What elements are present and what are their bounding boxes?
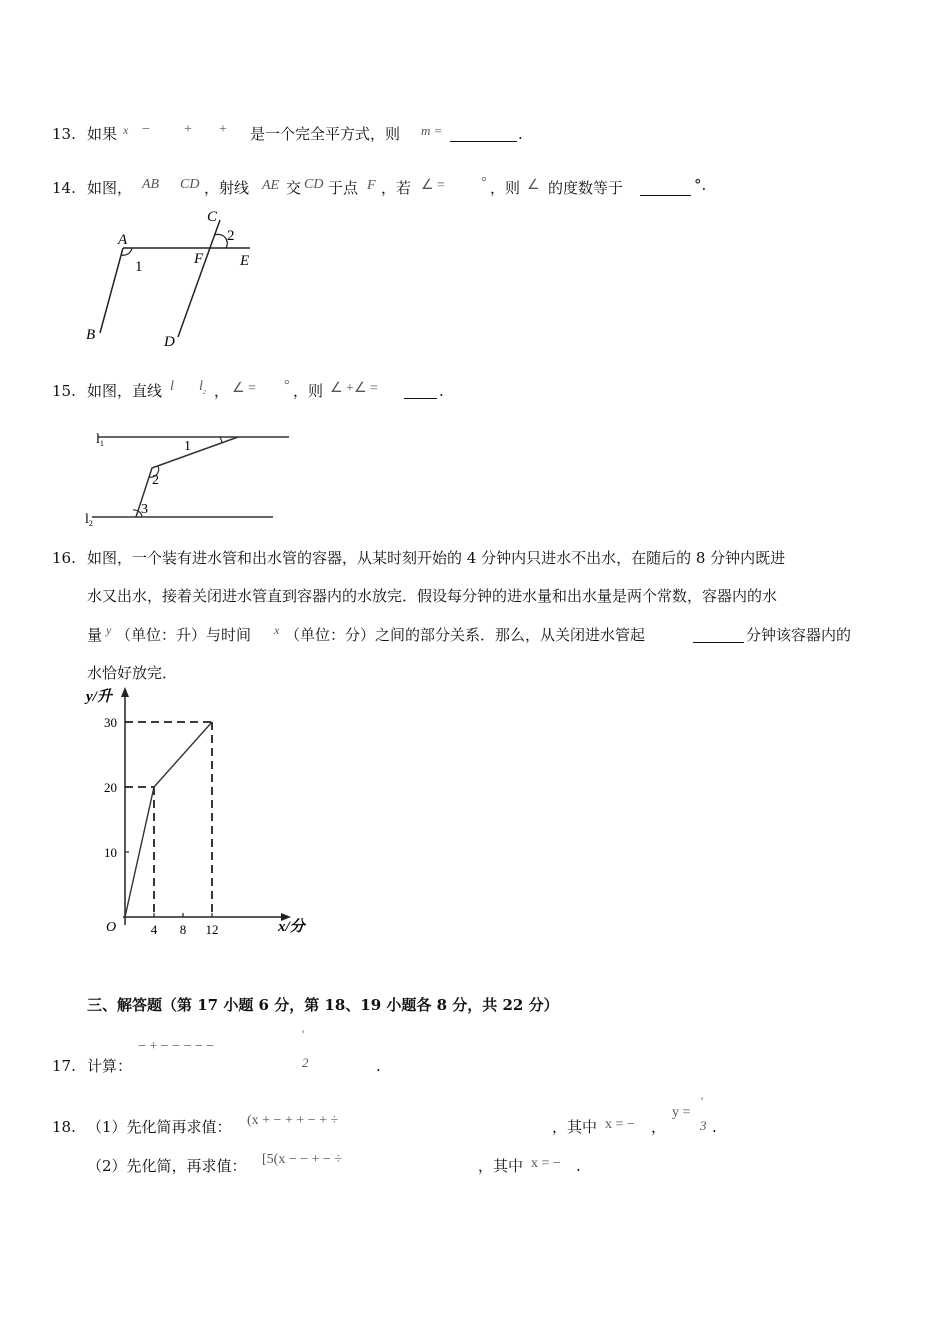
x-tick-label-4: 4 bbox=[150, 922, 158, 937]
question-number: 13. bbox=[52, 125, 76, 143]
math-fragment: AB bbox=[142, 177, 160, 192]
math-fragment: ' bbox=[302, 1027, 305, 1041]
question-16-line-2: 水又出水，接着关闭进水管直到容器内的水放完．假设每分钟的进水量和出水量是两个常数，容器内的水 bbox=[87, 587, 778, 605]
label-e: E bbox=[240, 253, 250, 269]
math-fragment: x bbox=[274, 623, 280, 637]
answer-blank bbox=[640, 179, 691, 196]
y-tick-label-30: 30 bbox=[104, 715, 117, 730]
question-number: 17. bbox=[52, 1057, 76, 1075]
math-fragment: 3 bbox=[700, 1118, 707, 1133]
label-angle-2: 2 bbox=[227, 228, 235, 244]
math-fragment: + bbox=[219, 122, 227, 137]
guide-lines bbox=[125, 722, 212, 917]
axis-ticks bbox=[104, 715, 219, 937]
math-fragment: l bbox=[170, 379, 174, 394]
question-number: 14. bbox=[52, 179, 76, 197]
y-tick-label-20: 20 bbox=[104, 780, 117, 795]
math-fragment: ° bbox=[481, 175, 487, 190]
question-text: ， bbox=[651, 1118, 667, 1136]
math-fragment: CD bbox=[304, 177, 324, 192]
question-text: ，则 bbox=[490, 179, 521, 197]
math-expression: (x + − + + − + ÷ bbox=[247, 1113, 339, 1128]
question-text: 计算： bbox=[87, 1057, 133, 1075]
math-expression: − + − − − − − bbox=[138, 1039, 215, 1054]
question-text: 如果 bbox=[87, 125, 118, 143]
question-number: 16. bbox=[52, 549, 76, 567]
question-16-line-4: 水恰好放完． bbox=[87, 664, 178, 682]
label-angle-1: 1 bbox=[184, 439, 191, 454]
label-f: F bbox=[194, 251, 204, 267]
question-text: 量 bbox=[87, 626, 103, 644]
x-tick-label-12: 12 bbox=[205, 922, 219, 937]
question-text: . bbox=[376, 1057, 381, 1075]
question-text: 如图， bbox=[87, 179, 133, 197]
x-tick-label-8: 8 bbox=[179, 922, 187, 937]
answer-blank bbox=[404, 382, 437, 399]
question-text: ， bbox=[214, 382, 230, 400]
y-tick-label-10: 10 bbox=[104, 845, 117, 860]
answer-blank bbox=[693, 626, 744, 643]
math-fragment: y = bbox=[672, 1105, 691, 1120]
question-text: 交 bbox=[286, 179, 302, 197]
math-expression: [5(x − − + − ÷ bbox=[262, 1152, 343, 1167]
label-l2 bbox=[85, 512, 93, 528]
question-text: （单位：分）之间的部分关系．那么，从关闭进水管起 bbox=[285, 626, 646, 644]
label-angle-1: 1 bbox=[135, 259, 143, 275]
label-c: C bbox=[207, 209, 218, 225]
label-l1 bbox=[96, 432, 104, 448]
math-fragment: m = bbox=[421, 123, 443, 138]
label-b: B bbox=[86, 327, 96, 343]
label-l2-sub: 2 bbox=[88, 519, 93, 528]
math-fragment: x = − bbox=[531, 1156, 561, 1171]
math-fragment: y bbox=[106, 623, 112, 637]
angle-1-arc bbox=[220, 437, 222, 443]
label-l2-text: l bbox=[85, 512, 89, 527]
math-subscript: 2 bbox=[202, 389, 206, 396]
question-text: . bbox=[439, 382, 444, 400]
series-line bbox=[125, 722, 212, 917]
line-ab bbox=[100, 248, 123, 333]
question-text: ，其中 bbox=[552, 1118, 598, 1136]
question-text: . bbox=[576, 1157, 581, 1175]
figure-16-chart bbox=[80, 685, 320, 940]
label-angle-2: 2 bbox=[152, 473, 159, 488]
math-fragment: x = − bbox=[605, 1117, 635, 1132]
figure-15-diagram bbox=[80, 425, 295, 530]
answer-blank bbox=[450, 125, 517, 142]
x-axis-label: x/分 bbox=[278, 919, 305, 935]
math-fragment: ∠ = bbox=[232, 381, 256, 396]
math-symbol: l bbox=[199, 379, 203, 394]
math-fragment bbox=[199, 376, 206, 404]
label-a: A bbox=[118, 232, 128, 248]
question-text: 如图，直线 bbox=[87, 382, 163, 400]
question-text: 是一个完全平方式，则 bbox=[250, 125, 401, 143]
question-text: （1）先化简再求值： bbox=[87, 1118, 232, 1136]
question-number: 18. bbox=[52, 1118, 76, 1136]
question-text: °. bbox=[694, 176, 707, 194]
question-text: 分钟该容器内的 bbox=[746, 626, 852, 644]
math-fragment: F bbox=[367, 178, 376, 193]
question-text: 于点 bbox=[328, 179, 359, 197]
math-fragment: − bbox=[142, 122, 150, 137]
math-fragment: ° bbox=[284, 378, 290, 393]
math-fragment: CD bbox=[180, 177, 200, 192]
question-text: . bbox=[712, 1118, 717, 1136]
question-number: 15. bbox=[52, 382, 76, 400]
math-fragment: AE bbox=[262, 178, 280, 193]
section-3-heading: 三、解答题（第 17 小题 6 分，第 18、19 小题各 8 分，共 22 分） bbox=[87, 996, 559, 1014]
question-text: 如图，一个装有进水管和出水管的容器，从某时刻开始的 4 分钟内只进水不出水，在随后的 8 分钟内既进 bbox=[87, 549, 786, 567]
label-d: D bbox=[164, 334, 175, 350]
question-text: ，则 bbox=[293, 382, 324, 400]
math-fragment: 2 bbox=[302, 1055, 309, 1070]
math-fragment: ∠ bbox=[527, 178, 540, 193]
label-l1-sub: 1 bbox=[99, 439, 104, 448]
origin-label: O bbox=[106, 920, 117, 935]
math-fragment: x bbox=[123, 123, 129, 137]
y-axis-arrow bbox=[121, 687, 129, 697]
question-text: ，若 bbox=[381, 179, 412, 197]
math-fragment: + bbox=[184, 122, 192, 137]
question-text: ，其中 bbox=[478, 1157, 524, 1175]
question-text: ，射线 bbox=[204, 179, 250, 197]
question-text: （单位：升）与时间 bbox=[116, 626, 252, 644]
label-angle-3: 3 bbox=[141, 502, 148, 517]
line-cd bbox=[178, 220, 220, 337]
question-text: （2）先化简，再求值： bbox=[87, 1157, 247, 1175]
math-fragment: ' bbox=[701, 1094, 704, 1108]
angle-2-arc bbox=[215, 234, 227, 248]
question-text: . bbox=[518, 125, 523, 143]
math-fragment: ∠ = bbox=[421, 178, 445, 193]
math-fragment: ∠ +∠ = bbox=[330, 381, 378, 396]
y-axis-label: y/升 bbox=[86, 689, 112, 705]
label-l1-text: l bbox=[96, 432, 100, 447]
question-text: 的度数等于 bbox=[548, 179, 624, 197]
figure-14-diagram bbox=[80, 205, 270, 355]
